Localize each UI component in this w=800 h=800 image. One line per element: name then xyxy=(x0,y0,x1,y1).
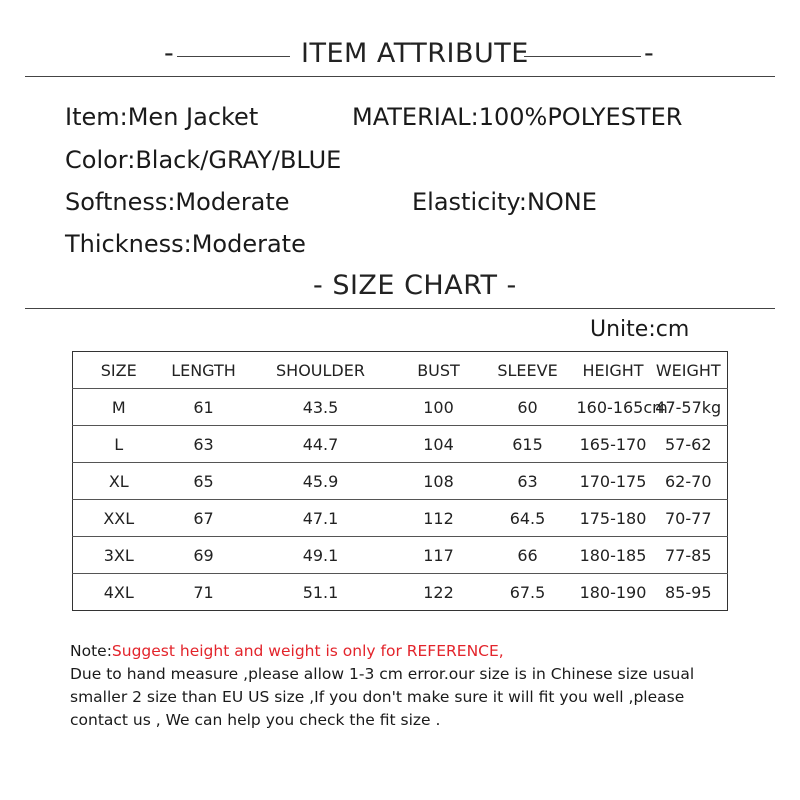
attr-right-dash: - xyxy=(644,38,655,69)
cell-height: 180-190 xyxy=(577,574,650,611)
attribute-section-title: ITEM ATTRIBUTE xyxy=(301,38,529,69)
cell-height: 175-180 xyxy=(577,500,650,537)
cell-bust: 104 xyxy=(399,426,479,463)
header-weight: WEIGHT xyxy=(655,360,721,380)
cell-size: 4XL xyxy=(73,574,165,611)
cell-shoulder: 49.1 xyxy=(243,537,399,574)
note-line-2: Due to hand measure ,please allow 1-3 cm error.our size is in Chinese size usual xyxy=(70,665,695,683)
table-row xyxy=(73,574,728,611)
cell-height: 165-170 xyxy=(577,426,650,463)
note-line-1 xyxy=(70,640,770,663)
cell-length: 67 xyxy=(165,500,243,537)
cell-weight: 47-57kg xyxy=(650,389,728,426)
attribute-divider xyxy=(25,76,775,77)
table-row xyxy=(73,500,728,537)
cell-length: 71 xyxy=(165,574,243,611)
header-size: SIZE xyxy=(100,360,137,380)
note-label: Note: xyxy=(70,642,112,660)
cell-length: 65 xyxy=(165,463,243,500)
cell-sleeve: 615 xyxy=(479,426,577,463)
attr-softness: Softness:Moderate xyxy=(65,188,290,216)
header-height: HEIGHT xyxy=(582,360,644,380)
cell-length: 69 xyxy=(165,537,243,574)
cell-height: 170-175 xyxy=(577,463,650,500)
size-chart-divider xyxy=(25,308,775,309)
cell-weight: 77-85 xyxy=(650,537,728,574)
table-row xyxy=(73,537,728,574)
header-shoulder: SHOULDER xyxy=(276,360,365,380)
attr-item: Item:Men Jacket xyxy=(65,103,259,131)
cell-sleeve: 64.5 xyxy=(479,500,577,537)
cell-shoulder: 51.1 xyxy=(243,574,399,611)
cell-sleeve: 60 xyxy=(479,389,577,426)
cell-size: XL xyxy=(73,463,165,500)
cell-bust: 100 xyxy=(399,389,479,426)
header-bust: BUST xyxy=(417,360,460,380)
cell-bust: 112 xyxy=(399,500,479,537)
cell-bust: 108 xyxy=(399,463,479,500)
note-line-4: contact us , We can help you check the fit size . xyxy=(70,711,441,729)
table-row xyxy=(73,426,728,463)
attr-title-right-rule xyxy=(524,56,641,57)
cell-sleeve: 66 xyxy=(479,537,577,574)
header-sleeve: SLEEVE xyxy=(497,360,558,380)
attr-material: MATERIAL:100%POLYESTER xyxy=(352,103,683,131)
cell-bust: 117 xyxy=(399,537,479,574)
attr-elasticity: Elasticity:NONE xyxy=(412,188,597,216)
header-length: LENGTH xyxy=(171,360,236,380)
cell-length: 61 xyxy=(165,389,243,426)
cell-weight: 57-62 xyxy=(650,426,728,463)
attr-thickness: Thickness:Moderate xyxy=(65,230,306,258)
size-chart-title: - SIZE CHART - xyxy=(313,270,517,301)
attr-color: Color:Black/GRAY/BLUE xyxy=(65,146,342,174)
note-highlight: Suggest height and weight is only for REFERENCE, xyxy=(111,642,504,660)
attr-title-left-rule xyxy=(177,56,290,57)
cell-shoulder: 45.9 xyxy=(243,463,399,500)
cell-shoulder: 44.7 xyxy=(243,426,399,463)
cell-weight: 62-70 xyxy=(650,463,728,500)
table-header-row xyxy=(73,352,728,389)
unit-label: Unite:cm xyxy=(590,317,690,342)
attr-left-dash: - xyxy=(164,38,175,69)
cell-size: 3XL xyxy=(73,537,165,574)
cell-size: L xyxy=(73,426,165,463)
cell-size: XXL xyxy=(73,500,165,537)
table-row xyxy=(73,389,728,426)
cell-sleeve: 67.5 xyxy=(479,574,577,611)
cell-bust: 122 xyxy=(399,574,479,611)
cell-height: 180-185 xyxy=(577,537,650,574)
size-note xyxy=(70,640,770,732)
cell-height: 160-165cm xyxy=(577,389,650,426)
cell-length: 63 xyxy=(165,426,243,463)
cell-size: M xyxy=(73,389,165,426)
cell-sleeve: 63 xyxy=(479,463,577,500)
cell-weight: 85-95 xyxy=(650,574,728,611)
cell-shoulder: 47.1 xyxy=(243,500,399,537)
note-line-3: smaller 2 size than EU US size ,If you don't make sure it will fit you well ,please xyxy=(70,688,685,706)
cell-weight: 70-77 xyxy=(650,500,728,537)
size-table xyxy=(72,351,728,611)
table-row xyxy=(73,463,728,500)
cell-shoulder: 43.5 xyxy=(243,389,399,426)
